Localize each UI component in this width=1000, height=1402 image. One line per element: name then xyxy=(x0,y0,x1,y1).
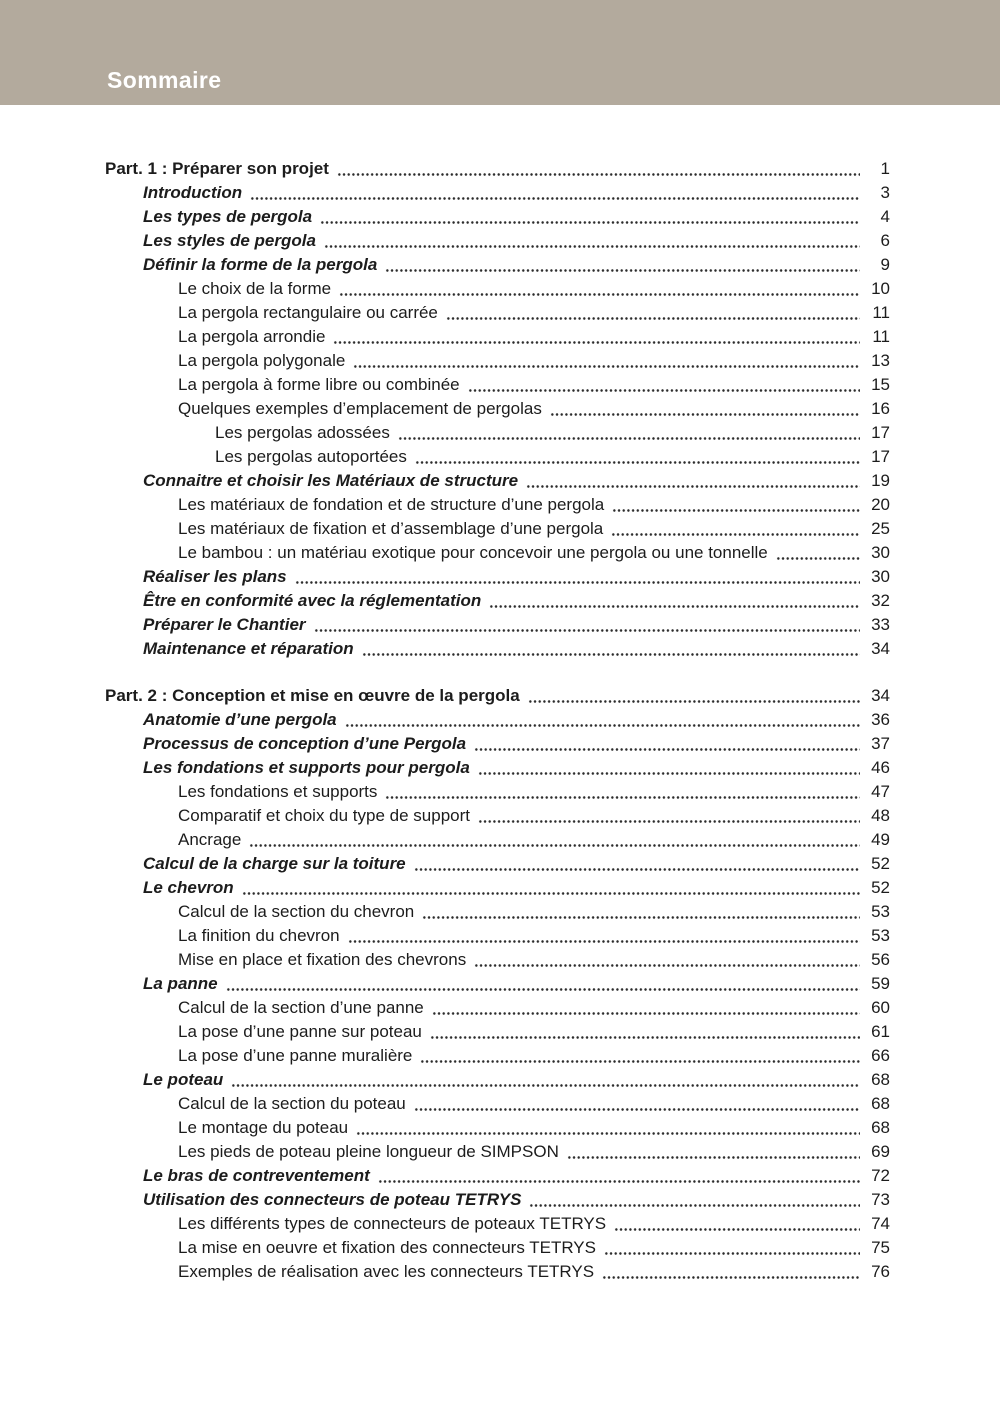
toc-entry-page-number: 33 xyxy=(871,615,890,634)
toc-entry-label: Réaliser les plans xyxy=(143,567,287,586)
toc-entry-label: Le montage du poteau xyxy=(178,1118,349,1137)
toc-entry-page-number: 68 xyxy=(871,1070,890,1089)
toc-entry xyxy=(105,469,890,493)
toc-section-1 xyxy=(105,157,890,661)
toc-entry xyxy=(105,493,890,517)
dot-leader xyxy=(339,277,860,301)
toc-entry-page-number: 32 xyxy=(871,591,890,610)
dot-leader xyxy=(398,421,860,445)
toc-entry xyxy=(105,565,890,589)
toc-entry-page-number: 6 xyxy=(880,231,890,250)
toc-entry-page-number: 52 xyxy=(871,878,890,897)
dot-leader xyxy=(602,1260,860,1284)
dot-leader xyxy=(356,1116,860,1140)
toc-entry xyxy=(105,325,890,349)
dot-leader xyxy=(478,804,860,828)
toc-entry xyxy=(105,1020,890,1044)
toc-entry xyxy=(105,637,890,661)
dot-leader xyxy=(414,1092,860,1116)
toc-entry-label: Définir la forme de la pergola xyxy=(143,255,378,274)
toc-entry xyxy=(105,1236,890,1260)
toc-entry-label: Exemples de réalisation avec les connecteurs TETRYS xyxy=(178,1262,595,1281)
toc-entry-page-number: 30 xyxy=(871,543,890,562)
toc-entry xyxy=(105,205,890,229)
toc-entry xyxy=(105,1260,890,1284)
toc-entry-page-number: 37 xyxy=(871,734,890,753)
toc-entry-label: Calcul de la section du chevron xyxy=(178,902,415,921)
toc-entry-page-number: 30 xyxy=(871,567,890,586)
toc-entry xyxy=(105,804,890,828)
toc-entry xyxy=(105,421,890,445)
toc-section-title-page-number: 1 xyxy=(880,159,890,178)
toc-entry-page-number: 66 xyxy=(871,1046,890,1065)
toc-entry-page-number: 4 xyxy=(880,207,890,226)
dot-leader xyxy=(604,1236,860,1260)
dot-leader xyxy=(362,637,860,661)
toc-entry xyxy=(105,876,890,900)
toc-entry-label: La panne xyxy=(143,974,218,993)
dot-leader xyxy=(415,445,860,469)
toc-entry-page-number: 61 xyxy=(871,1022,890,1041)
toc-entry xyxy=(105,301,890,325)
toc-entry xyxy=(105,1212,890,1236)
toc-entry-page-number: 53 xyxy=(871,902,890,921)
toc-entry-page-number: 68 xyxy=(871,1094,890,1113)
dot-leader xyxy=(320,205,860,229)
toc-entry xyxy=(105,1188,890,1212)
toc-entry-label: Quelques exemples d’emplacement de pergolas xyxy=(178,399,542,418)
toc-entry-page-number: 10 xyxy=(871,279,890,298)
toc-entry-label: La mise en oeuvre et fixation des connecteurs TETRYS xyxy=(178,1238,596,1257)
toc-entry-page-number: 46 xyxy=(871,758,890,777)
toc-entry-label: Les matériaux de fondation et de structure d’une pergola xyxy=(178,495,605,514)
toc-entry-label: Les matériaux de fixation et d’assemblage d’une pergola xyxy=(178,519,604,538)
dot-leader xyxy=(776,541,860,565)
toc-entry xyxy=(105,445,890,469)
dot-leader xyxy=(489,589,860,613)
toc-entry xyxy=(105,541,890,565)
toc-entry-page-number: 73 xyxy=(871,1190,890,1209)
dot-leader xyxy=(249,828,860,852)
toc-entry-label: Calcul de la section d’une panne xyxy=(178,998,424,1017)
dot-leader xyxy=(231,1068,860,1092)
toc-entry-page-number: 56 xyxy=(871,950,890,969)
toc-entry-page-number: 3 xyxy=(880,183,890,202)
toc-entry-page-number: 60 xyxy=(871,998,890,1017)
toc-entry-label: La pergola arrondie xyxy=(178,327,326,346)
toc-entry-label: La pergola rectangulaire ou carrée xyxy=(178,303,438,322)
dot-leader xyxy=(414,852,860,876)
toc-entry-page-number: 49 xyxy=(871,830,890,849)
toc-entry-label: Les pergolas adossées xyxy=(215,423,390,442)
dot-leader xyxy=(528,684,860,708)
dot-leader xyxy=(348,924,860,948)
toc-entry xyxy=(105,1044,890,1068)
dot-leader xyxy=(314,613,860,637)
toc-entry xyxy=(105,517,890,541)
toc-entry-label: La pergola à forme libre ou combinée xyxy=(178,375,460,394)
toc-entry xyxy=(105,948,890,972)
dot-leader xyxy=(385,780,860,804)
toc-entry-page-number: 74 xyxy=(871,1214,890,1233)
dot-leader xyxy=(529,1188,860,1212)
toc-entry-label: Les pergolas autoportées xyxy=(215,447,407,466)
toc-entry-page-number: 53 xyxy=(871,926,890,945)
toc-entry-page-number: 72 xyxy=(871,1166,890,1185)
toc-section-title-page-number: 34 xyxy=(871,686,890,705)
dot-leader xyxy=(567,1140,860,1164)
toc-entry-label: La pergola polygonale xyxy=(178,351,346,370)
toc-entry xyxy=(105,1164,890,1188)
toc-entry xyxy=(105,996,890,1020)
toc-entry-label: Calcul de la section du poteau xyxy=(178,1094,406,1113)
toc-entry-label: Le bras de contreventement xyxy=(143,1166,370,1185)
toc-entry-page-number: 25 xyxy=(871,519,890,538)
toc-entry-page-number: 15 xyxy=(871,375,890,394)
toc-entry xyxy=(105,397,890,421)
toc-entry-label: Les pieds de poteau pleine longueur de SIMPSON xyxy=(178,1142,559,1161)
dot-leader xyxy=(432,996,860,1020)
toc-entry-label: Les types de pergola xyxy=(143,207,313,226)
toc-entry-label: La pose d’une panne sur poteau xyxy=(178,1022,422,1041)
dot-leader xyxy=(324,229,860,253)
toc-entry-label: Mise en place et fixation des chevrons xyxy=(178,950,467,969)
dot-leader xyxy=(478,756,860,780)
toc-entry xyxy=(105,756,890,780)
toc-entry xyxy=(105,732,890,756)
toc-entry xyxy=(105,900,890,924)
toc-entry-page-number: 75 xyxy=(871,1238,890,1257)
dot-leader xyxy=(446,301,860,325)
toc-section-title-label: Part. 2 : Conception et mise en œuvre de la pergola xyxy=(105,686,520,705)
toc-entry xyxy=(105,972,890,996)
toc-entry-page-number: 13 xyxy=(871,351,890,370)
toc-entry xyxy=(105,780,890,804)
toc-entry-page-number: 76 xyxy=(871,1262,890,1281)
toc-entry-page-number: 19 xyxy=(871,471,890,490)
toc-entry xyxy=(105,708,890,732)
toc-entry-page-number: 48 xyxy=(871,806,890,825)
toc-entry-label: La pose d’une panne muralière xyxy=(178,1046,413,1065)
toc-entry-label: Le chevron xyxy=(143,878,234,897)
dot-leader xyxy=(526,469,860,493)
toc-entry-page-number: 11 xyxy=(872,327,890,346)
toc-entry xyxy=(105,1116,890,1140)
dot-leader xyxy=(468,373,860,397)
toc-entry-page-number: 36 xyxy=(871,710,890,729)
toc-entry-page-number: 17 xyxy=(871,423,890,442)
toc-entry-label: Ancrage xyxy=(178,830,242,849)
dot-leader xyxy=(226,972,860,996)
toc-entry-page-number: 16 xyxy=(871,399,890,418)
dot-leader xyxy=(242,876,860,900)
dot-leader xyxy=(474,948,860,972)
toc-entry-label: Calcul de la charge sur la toiture xyxy=(143,854,406,873)
toc-entry-label: Utilisation des connecteurs de poteau TETRYS xyxy=(143,1190,522,1209)
dot-leader xyxy=(295,565,860,589)
page-header-band xyxy=(0,0,1000,105)
toc-entry-page-number: 59 xyxy=(871,974,890,993)
toc-entry-page-number: 52 xyxy=(871,854,890,873)
toc-entry-page-number: 47 xyxy=(871,782,890,801)
dot-leader xyxy=(474,732,860,756)
toc-entry-label: Les différents types de connecteurs de poteaux TETRYS xyxy=(178,1214,607,1233)
page-title: Sommaire xyxy=(107,67,222,93)
toc-entry xyxy=(105,349,890,373)
toc-entry xyxy=(105,1092,890,1116)
dot-leader xyxy=(612,493,860,517)
toc-entry xyxy=(105,1068,890,1092)
toc-entry xyxy=(105,828,890,852)
toc-entry-page-number: 34 xyxy=(871,639,890,658)
toc-section-2 xyxy=(105,684,890,1284)
dot-leader xyxy=(333,325,860,349)
dot-leader xyxy=(614,1212,860,1236)
dot-leader xyxy=(378,1164,860,1188)
dot-leader xyxy=(420,1044,860,1068)
toc-entry xyxy=(105,589,890,613)
toc-entry xyxy=(105,852,890,876)
toc-entry-label: Le bambou : un matériau exotique pour concevoir une pergola ou une tonnelle xyxy=(178,543,768,562)
toc-entry-label: Le choix de la forme xyxy=(178,279,332,298)
toc-entry-page-number: 17 xyxy=(871,447,890,466)
toc-entry-label: Comparatif et choix du type de support xyxy=(178,806,470,825)
toc-entry-label: Être en conformité avec la réglementation xyxy=(143,591,482,610)
toc-entry-label: Les styles de pergola xyxy=(143,231,316,250)
toc-section-title xyxy=(105,157,890,181)
toc-entry-label: Les fondations et supports pour pergola xyxy=(143,758,470,777)
toc-entry xyxy=(105,253,890,277)
toc-entry-label: Introduction xyxy=(143,183,243,202)
toc-section-title-label: Part. 1 : Préparer son projet xyxy=(105,159,329,178)
toc-entry xyxy=(105,373,890,397)
dot-leader xyxy=(337,157,860,181)
dot-leader xyxy=(353,349,860,373)
dot-leader xyxy=(611,517,860,541)
toc-entry-page-number: 68 xyxy=(871,1118,890,1137)
dot-leader xyxy=(250,181,860,205)
toc-entry-page-number: 20 xyxy=(871,495,890,514)
toc-entry-label: Connaitre et choisir les Matériaux de structure xyxy=(143,471,519,490)
toc-entry xyxy=(105,1140,890,1164)
toc-entry-label: Maintenance et réparation xyxy=(143,639,354,658)
toc-entry-page-number: 69 xyxy=(871,1142,890,1161)
toc-section-title xyxy=(105,684,890,708)
dot-leader xyxy=(385,253,860,277)
toc-entry xyxy=(105,181,890,205)
toc-entry-label: Le poteau xyxy=(143,1070,224,1089)
toc-entry-label: Processus de conception d’une Pergola xyxy=(143,734,467,753)
toc-entry-label: La finition du chevron xyxy=(178,926,340,945)
toc-entry xyxy=(105,277,890,301)
toc-entry-page-number: 11 xyxy=(872,303,890,322)
dot-leader xyxy=(422,900,860,924)
toc-entry xyxy=(105,924,890,948)
toc xyxy=(105,157,890,1284)
toc-entry-page-number: 9 xyxy=(880,255,890,274)
toc-entry xyxy=(105,613,890,637)
dot-leader xyxy=(345,708,860,732)
toc-entry-label: Préparer le Chantier xyxy=(143,615,306,634)
toc-entry xyxy=(105,229,890,253)
dot-leader xyxy=(550,397,860,421)
toc-entry-label: Les fondations et supports xyxy=(178,782,378,801)
toc-entry-label: Anatomie d’une pergola xyxy=(143,710,337,729)
dot-leader xyxy=(430,1020,860,1044)
